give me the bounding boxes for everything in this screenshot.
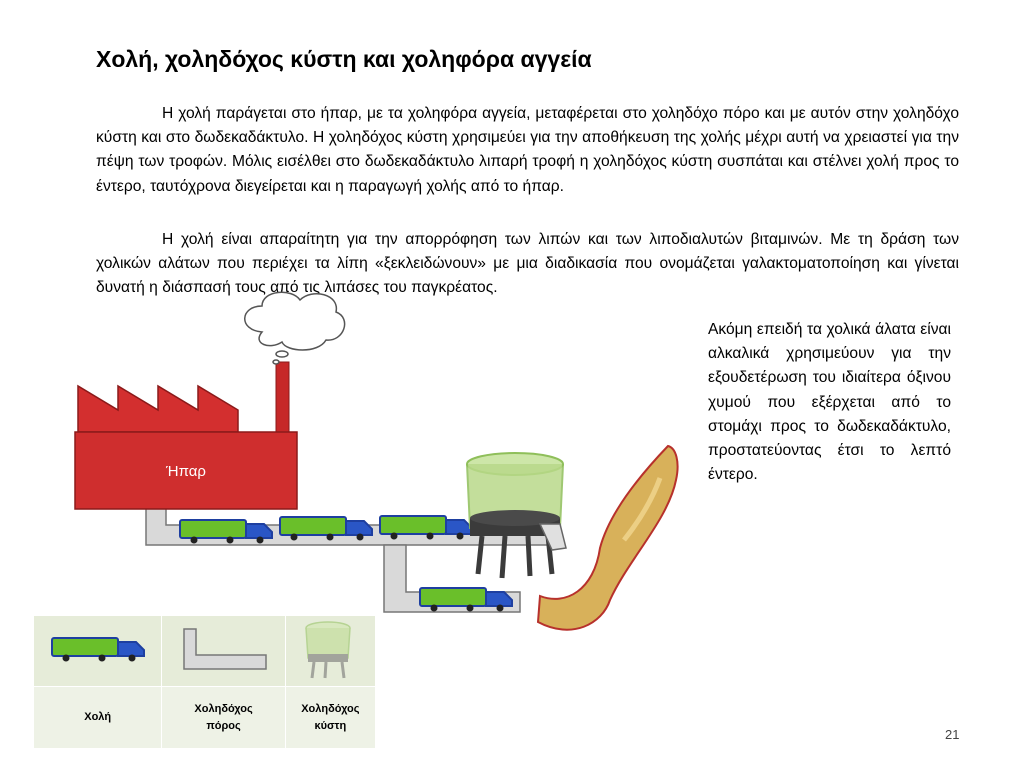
legend-label-gallbladder: Χοληδόχος κύστη <box>285 687 375 749</box>
gallbladder-container-icon <box>300 618 360 680</box>
legend-label-bile: Χολή <box>34 687 162 749</box>
legend-table <box>33 615 376 749</box>
pipe-icon <box>176 625 272 673</box>
smoke-cloud-icon <box>245 292 345 364</box>
paragraph-bile-production: Η χολή παράγεται στο ήπαρ, με τα χοληφόρα αγγεία, μεταφέρεται στο χοληδόχο πόρο και με αυτόν στην χοληδόχο κύστη και στο δωδεκαδάκτυλο. Η χοληδόχος κύστη χρησιμεύει για την αποθήκευση της χολής μέχρι αυτή να χρειαστεί για την πέψη των τροφών. Μόλις εισέλθει στο δωδεκαδάκτυλο λιπαρή τροφή η χοληδόχος κύστη συσπάται και στέλνει χολή προς το έντερο, ταυτόχρονα διεγείρεται και η παραγωγή χολής από το ήπαρ. <box>96 105 959 195</box>
page-number: 21 <box>945 727 960 742</box>
factory-label: Ήπαρ <box>166 463 206 480</box>
paragraph-bile-function: Η χολή είναι απαραίτητη για την απορρόφηση των λιπών και των λιποδιαλυτών βιταμινών. Με τη δράση των χολικών αλάτων που περιέχει τα λίπη «ξεκλειδώνουν» με μια διαδικασία που ονομάζεται γαλακτοματοποίηση και γίνεται δυνατή η διάσπασή τους από τις λιπάσες του παγκρέατος. <box>96 231 959 297</box>
legend-label-duct: Χοληδόχος πόρος <box>162 687 285 749</box>
legend-cell-gallbladder-icon <box>285 616 375 687</box>
slide-title: Χολή, χοληδόχος κύστη και χοληφόρα αγγεία <box>96 46 592 72</box>
gallbladder-container-icon <box>467 453 566 578</box>
truck-icon <box>180 516 512 612</box>
factory-icon <box>75 362 297 509</box>
side-note: Ακόμη επειδή τα χολικά άλατα είναι αλκαλικά χρησιμεύουν για την εξουδετέρωση του ιδιαίτερα όξινου χυμού που εξέρχεται από το στομάχι προς το δωδεκαδάκτυλο, προστατεύοντας έτσι το λεπτό έντερο. <box>708 321 951 484</box>
legend-cell-bile-icon <box>34 616 162 687</box>
truck-icon <box>48 634 148 664</box>
legend-cell-duct-icon <box>162 616 285 687</box>
